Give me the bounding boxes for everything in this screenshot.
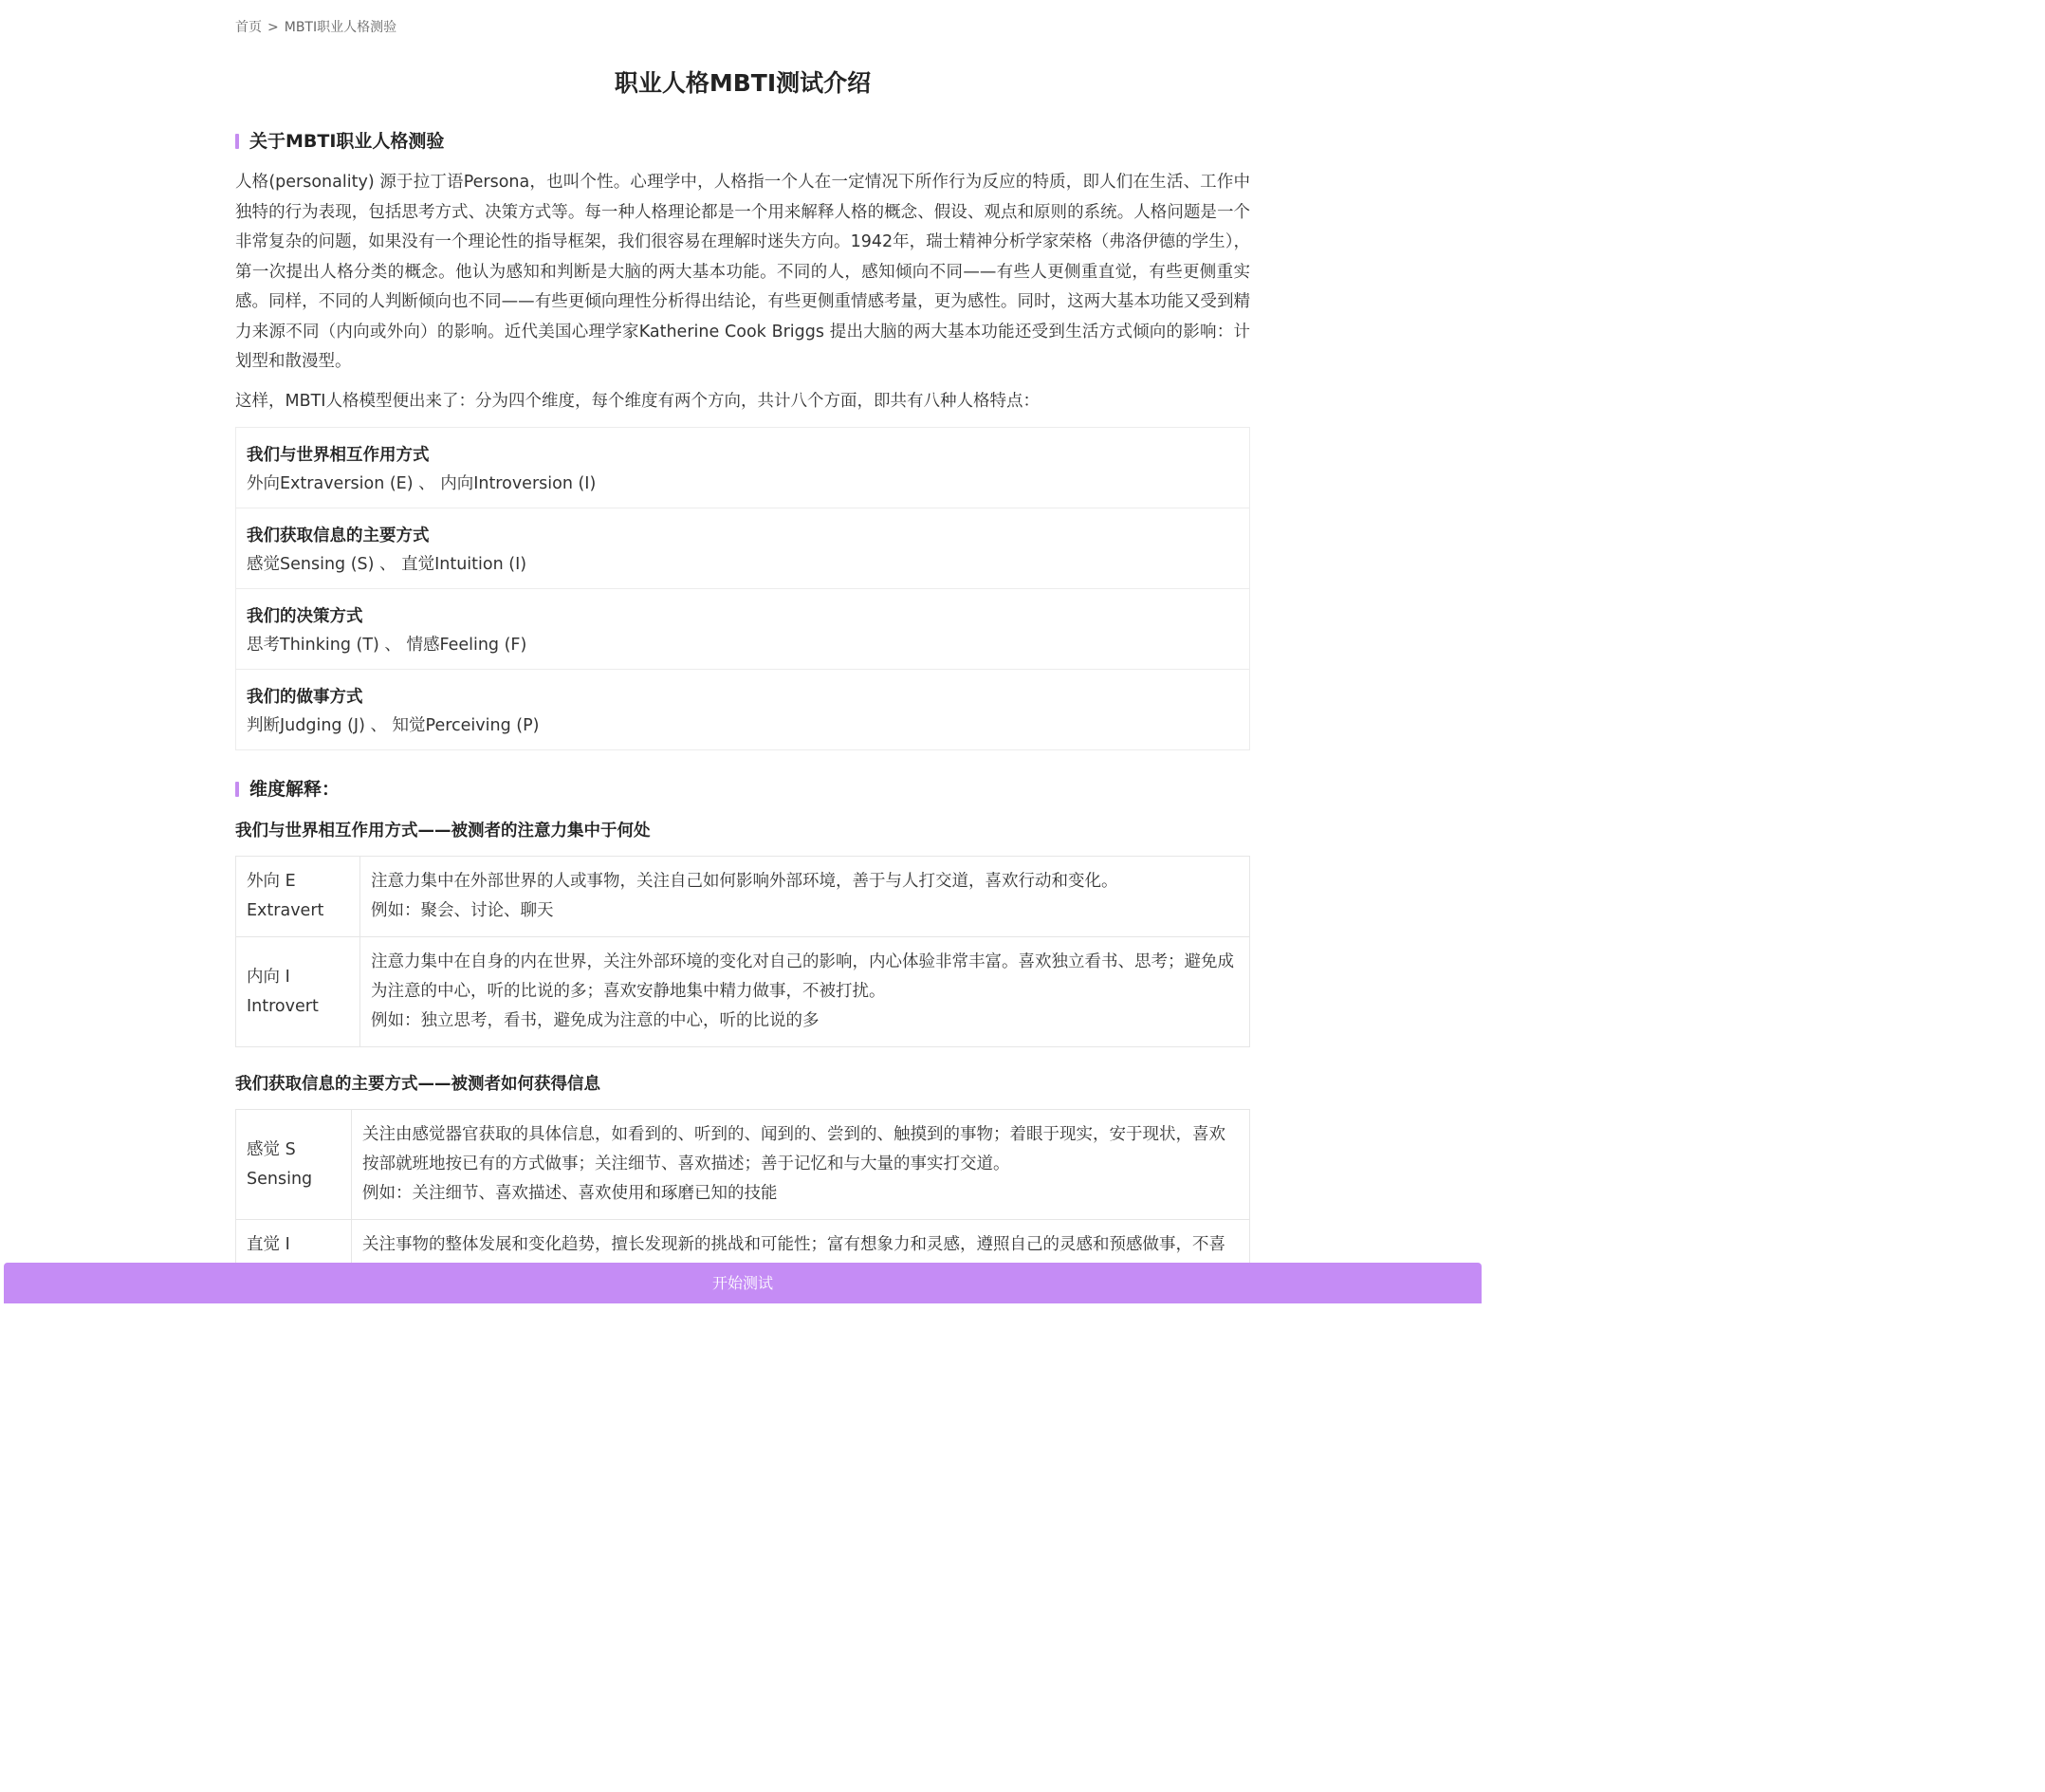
dimension-item — [236, 589, 1249, 670]
trait-label-en: Extravert — [247, 901, 324, 920]
dimension-list — [235, 427, 1250, 750]
table-row — [236, 857, 1250, 937]
trait-label-cn: 内向 I — [247, 967, 290, 987]
page-title: 职业人格MBTI测试介绍 — [614, 69, 872, 97]
dimension-values: 思考Thinking (T) 、 情感Feeling (F) — [247, 636, 527, 655]
dimension-title: 我们的决策方式 — [247, 607, 363, 626]
dimension-item — [236, 508, 1249, 589]
trait-description: 注意力集中在外部世界的人或事物，关注自己如何影响外部环境，善于与人打交道，喜欢行动和变化。 — [371, 872, 1118, 891]
dimension-title: 我们获取信息的主要方式 — [247, 527, 430, 545]
dimension-values: 外向Extraversion (E) 、 内向Introversion (I) — [247, 474, 597, 493]
trait-label-cn: 直觉 I — [247, 1235, 290, 1254]
heading-accent-bar — [235, 134, 239, 149]
trait-label-cell — [236, 937, 360, 1047]
explain-section-heading — [235, 776, 340, 803]
breadcrumb-home-link[interactable]: 首页 — [235, 20, 262, 35]
trait-example: 例如：聚会、讨论、聊天 — [371, 901, 554, 920]
table-row — [236, 1110, 1250, 1220]
trait-description: 关注由感觉器官获取的具体信息，如看到的、听到的、闻到的、尝到的、触摸到的事物；着眼于现实，安于现状，喜欢按部就班地按已有的方式做事；关注细节、喜欢描述；善于记忆和与大量的事实打交道。 — [362, 1125, 1225, 1173]
trait-label-cell — [236, 857, 360, 937]
explain-table-attention — [235, 856, 1250, 1047]
about-section-heading — [235, 128, 444, 155]
dimension-values: 判断Judging (J) 、 知觉Perceiving (P) — [247, 716, 540, 735]
start-test-button[interactable]: 开始测试 — [4, 1263, 1482, 1303]
explain-group-title: 我们获取信息的主要方式——被测者如何获得信息 — [235, 1075, 600, 1094]
breadcrumb-current: MBTI职业人格测验 — [284, 20, 397, 35]
about-paragraph-model: 这样，MBTI人格模型便出来了：分为四个维度，每个维度有两个方向，共计八个方面，即共有八种人格特点： — [235, 392, 1040, 411]
trait-label-cn: 外向 E — [247, 872, 296, 891]
explain-heading-text: 维度解释： — [249, 779, 341, 800]
heading-accent-bar — [235, 782, 239, 797]
trait-label-en: Sensing — [247, 1169, 313, 1189]
trait-desc-cell — [352, 1110, 1250, 1220]
trait-description: 注意力集中在自身的内在世界，关注外部环境的变化对自己的影响，内心体验非常丰富。喜欢独立看书、思考；避免成为注意的中心，听的比说的多；喜欢安静地集中精力做事，不被打扰。 — [371, 952, 1234, 1001]
dimension-values: 感觉Sensing (S) 、 直觉Intuition (I) — [247, 555, 527, 574]
dimension-item — [236, 428, 1249, 508]
breadcrumb — [235, 17, 396, 36]
trait-desc-cell — [360, 857, 1250, 937]
breadcrumb-separator: > — [267, 20, 279, 35]
dimension-item — [236, 670, 1249, 749]
dimension-title: 我们的做事方式 — [247, 688, 363, 707]
trait-label-en: Introvert — [247, 996, 319, 1016]
explain-group-title: 我们与世界相互作用方式——被测者的注意力集中于何处 — [235, 822, 651, 841]
trait-desc-cell — [360, 937, 1250, 1047]
table-row — [236, 937, 1250, 1047]
about-paragraph-intro: 人格(personality) 源于拉丁语Persona，也叫个性。心理学中，人格指一个人在一定情况下所作行为反应的特质，即人们在生活、工作中独特的行为表现，包括思考方式、决策方式等。每一种人格理论都是一个用来解释人格的概念、假设、观点和原则的系统。人格问题是一个非常复杂的问题，如果没有一个理论性的指导框架，我们很容易在理解时迷失方向。1942年，瑞士精神分析学家荣格（弗洛伊德的学生），第一次提出人格分类的概念。他认为感知和判断是大脑的两大基本功能。不同的人，感知倾向不同——有些人更侧重直觉，有些更侧重实感。同样，不同的人判断倾向也不同——有些更倾向理性分析得出结论，有些更侧重情感考量，更为感性。同时，这两大基本功能又受到精力来源不同（内向或外向）的影响。近代美国心理学家Katherine Cook Briggs 提出大脑的两大基本功能还受到生活方式倾向的影响：计划型和散漫型。 — [235, 173, 1250, 371]
dimension-title: 我们与世界相互作用方式 — [247, 446, 430, 465]
trait-example: 例如：独立思考，看书，避免成为注意的中心，听的比说的多 — [371, 1011, 820, 1030]
about-heading-text: 关于MBTI职业人格测验 — [249, 131, 445, 152]
trait-label-cn: 感觉 S — [247, 1139, 296, 1159]
trait-description: 关注事物的整体发展和变化趋势，擅长发现新的挑战和可能性；富有想象力和灵感，遵照自己的灵感和预感做事，不喜 — [362, 1235, 1225, 1254]
trait-example: 例如：关注细节、喜欢描述、喜欢使用和琢磨已知的技能 — [362, 1184, 778, 1203]
trait-label-cell — [236, 1110, 352, 1220]
